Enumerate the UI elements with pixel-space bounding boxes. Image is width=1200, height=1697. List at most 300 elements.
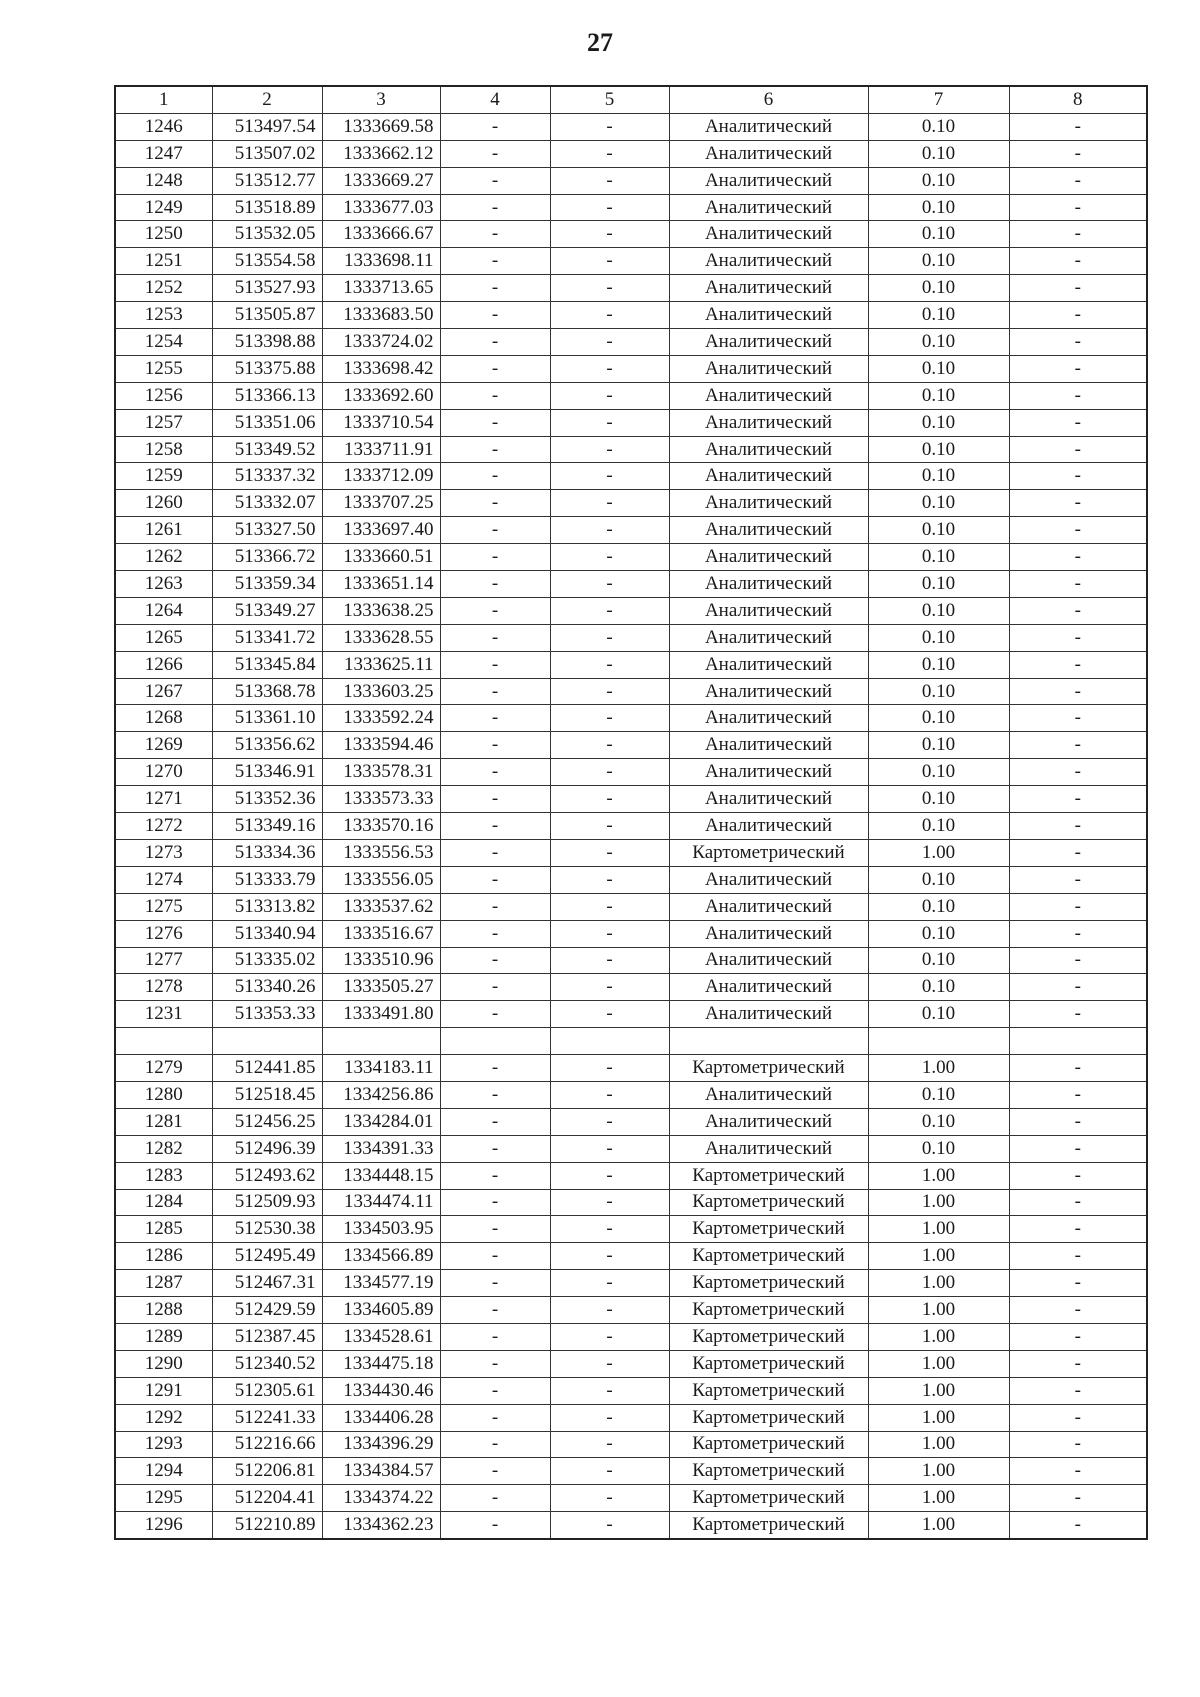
y-coordinate-cell: 1333660.51 [322, 544, 440, 571]
method-cell: Аналитический [669, 1108, 868, 1135]
col8-cell: - [1009, 544, 1147, 571]
col8-cell: - [1009, 1001, 1147, 1028]
accuracy-cell: 0.10 [868, 113, 1009, 140]
x-coordinate-cell: 513332.07 [212, 490, 322, 517]
accuracy-cell: 0.10 [868, 248, 1009, 275]
accuracy-cell: 0.10 [868, 759, 1009, 786]
method-cell: Картометрический [669, 1404, 868, 1431]
method-cell: Аналитический [669, 1001, 868, 1028]
col5-cell: - [550, 436, 669, 463]
y-coordinate-cell: 1333570.16 [322, 813, 440, 840]
point-number-cell: 1251 [115, 248, 212, 275]
x-coordinate-cell: 512429.59 [212, 1297, 322, 1324]
col5-cell: - [550, 1108, 669, 1135]
table-row [115, 651, 1147, 678]
col8-cell: - [1009, 1081, 1147, 1108]
table-row [115, 1297, 1147, 1324]
point-number-cell: 1255 [115, 355, 212, 382]
x-coordinate-cell: 512340.52 [212, 1350, 322, 1377]
point-number-cell: 1293 [115, 1431, 212, 1458]
col5-cell: - [550, 571, 669, 598]
col4-cell: - [440, 194, 550, 221]
method-cell: Аналитический [669, 302, 868, 329]
point-number-cell: 1272 [115, 813, 212, 840]
col4-cell: - [440, 597, 550, 624]
col8-cell: - [1009, 382, 1147, 409]
x-coordinate-cell: 512496.39 [212, 1135, 322, 1162]
method-cell: Аналитический [669, 275, 868, 302]
accuracy-cell: 0.10 [868, 678, 1009, 705]
point-number-cell: 1275 [115, 893, 212, 920]
accuracy-cell: 0.10 [868, 1108, 1009, 1135]
point-number-cell: 1286 [115, 1243, 212, 1270]
point-number-cell: 1265 [115, 624, 212, 651]
point-number-cell: 1277 [115, 947, 212, 974]
y-coordinate-cell: 1334396.29 [322, 1431, 440, 1458]
x-coordinate-cell: 513341.72 [212, 624, 322, 651]
table-body [115, 113, 1147, 1539]
col8-cell: - [1009, 813, 1147, 840]
accuracy-cell: 1.00 [868, 1485, 1009, 1512]
table-row [115, 517, 1147, 544]
point-number-cell: 1279 [115, 1055, 212, 1082]
accuracy-cell: 0.10 [868, 382, 1009, 409]
y-coordinate-cell: 1333713.65 [322, 275, 440, 302]
x-coordinate-cell: 512441.85 [212, 1055, 322, 1082]
method-cell: Аналитический [669, 947, 868, 974]
col5-cell: - [550, 1055, 669, 1082]
x-coordinate-cell: 513497.54 [212, 113, 322, 140]
accuracy-cell: 0.10 [868, 597, 1009, 624]
point-number-cell: 1296 [115, 1512, 212, 1539]
table-row [115, 1001, 1147, 1028]
col8-cell: - [1009, 463, 1147, 490]
table-row [115, 1350, 1147, 1377]
y-coordinate-cell: 1333698.42 [322, 355, 440, 382]
method-cell: Картометрический [669, 1270, 868, 1297]
x-coordinate-cell: 513340.26 [212, 974, 322, 1001]
col4-cell: - [440, 1270, 550, 1297]
col8-cell: - [1009, 1270, 1147, 1297]
point-number-cell: 1284 [115, 1189, 212, 1216]
x-coordinate-cell: 513366.13 [212, 382, 322, 409]
col5-cell: - [550, 1485, 669, 1512]
coordinates-table [114, 85, 1148, 1540]
method-cell: Аналитический [669, 759, 868, 786]
col5-cell: - [550, 1189, 669, 1216]
method-cell: Картометрический [669, 1377, 868, 1404]
y-coordinate-cell: 1334577.19 [322, 1270, 440, 1297]
table-row [115, 1108, 1147, 1135]
y-coordinate-cell: 1333537.62 [322, 893, 440, 920]
col4-cell: - [440, 436, 550, 463]
point-number-cell: 1264 [115, 597, 212, 624]
point-number-cell: 1253 [115, 302, 212, 329]
col8-cell: - [1009, 275, 1147, 302]
col5-cell: - [550, 409, 669, 436]
accuracy-cell: 1.00 [868, 1270, 1009, 1297]
col8-cell: - [1009, 1512, 1147, 1539]
method-cell: Картометрический [669, 1458, 868, 1485]
table-row [115, 329, 1147, 356]
method-cell: Аналитический [669, 678, 868, 705]
col4-cell: - [440, 1431, 550, 1458]
accuracy-cell: 0.10 [868, 624, 1009, 651]
table-row [115, 893, 1147, 920]
y-coordinate-cell: 1333505.27 [322, 974, 440, 1001]
y-coordinate-cell: 1333712.09 [322, 463, 440, 490]
col8-cell: - [1009, 329, 1147, 356]
col8-cell: - [1009, 597, 1147, 624]
col8-cell: - [1009, 920, 1147, 947]
accuracy-cell: 1.00 [868, 1377, 1009, 1404]
y-coordinate-cell: 1334284.01 [322, 1108, 440, 1135]
accuracy-cell: 1.00 [868, 1189, 1009, 1216]
col5-cell: - [550, 893, 669, 920]
col4-cell: - [440, 248, 550, 275]
method-cell: Аналитический [669, 732, 868, 759]
method-cell: Аналитический [669, 571, 868, 598]
accuracy-cell: 1.00 [868, 1055, 1009, 1082]
table-row [115, 382, 1147, 409]
method-cell: Аналитический [669, 866, 868, 893]
point-number-cell: 1260 [115, 490, 212, 517]
point-number-cell: 1270 [115, 759, 212, 786]
method-cell: Аналитический [669, 624, 868, 651]
x-coordinate-cell: 512530.38 [212, 1216, 322, 1243]
col8-cell: - [1009, 705, 1147, 732]
col5-cell: - [550, 275, 669, 302]
column-header: 8 [1009, 86, 1147, 113]
column-header: 1 [115, 86, 212, 113]
col4-cell: - [440, 759, 550, 786]
method-cell: Картометрический [669, 1243, 868, 1270]
method-cell: Аналитический [669, 113, 868, 140]
x-coordinate-cell: 513335.02 [212, 947, 322, 974]
col8-cell: - [1009, 1485, 1147, 1512]
col4-cell: - [440, 1055, 550, 1082]
col8-cell: - [1009, 624, 1147, 651]
table-row [115, 113, 1147, 140]
col8-cell: - [1009, 1108, 1147, 1135]
table-row [115, 1162, 1147, 1189]
x-coordinate-cell: 512387.45 [212, 1323, 322, 1350]
table-row [115, 1081, 1147, 1108]
col8-cell: - [1009, 1135, 1147, 1162]
y-coordinate-cell: 1334503.95 [322, 1216, 440, 1243]
x-coordinate-cell: 513334.36 [212, 839, 322, 866]
col5-cell: - [550, 490, 669, 517]
table-row [115, 1377, 1147, 1404]
y-coordinate-cell: 1334183.11 [322, 1055, 440, 1082]
x-coordinate-cell: 512305.61 [212, 1377, 322, 1404]
x-coordinate-cell: 513346.91 [212, 759, 322, 786]
table-row [115, 732, 1147, 759]
col5-cell: - [550, 113, 669, 140]
table-row [115, 436, 1147, 463]
x-coordinate-cell: 512216.66 [212, 1431, 322, 1458]
accuracy-cell: 0.10 [868, 1081, 1009, 1108]
table-row [115, 302, 1147, 329]
y-coordinate-cell [322, 1028, 440, 1055]
table-row [115, 759, 1147, 786]
method-cell: Аналитический [669, 1081, 868, 1108]
col5-cell: - [550, 355, 669, 382]
col8-cell: - [1009, 194, 1147, 221]
col4-cell: - [440, 1001, 550, 1028]
method-cell: Аналитический [669, 597, 868, 624]
point-number-cell: 1282 [115, 1135, 212, 1162]
table-row [115, 597, 1147, 624]
column-header: 6 [669, 86, 868, 113]
y-coordinate-cell: 1333666.67 [322, 221, 440, 248]
accuracy-cell: 1.00 [868, 1216, 1009, 1243]
y-coordinate-cell: 1334430.46 [322, 1377, 440, 1404]
col5-cell: - [550, 1243, 669, 1270]
col5-cell: - [550, 248, 669, 275]
col8-cell: - [1009, 651, 1147, 678]
point-number-cell: 1292 [115, 1404, 212, 1431]
table-row [115, 839, 1147, 866]
x-coordinate-cell: 513507.02 [212, 140, 322, 167]
accuracy-cell: 1.00 [868, 1162, 1009, 1189]
y-coordinate-cell: 1334406.28 [322, 1404, 440, 1431]
col5-cell: - [550, 1297, 669, 1324]
y-coordinate-cell: 1334391.33 [322, 1135, 440, 1162]
col8-cell: - [1009, 893, 1147, 920]
point-number-cell: 1262 [115, 544, 212, 571]
col4-cell: - [440, 1512, 550, 1539]
point-number-cell: 1294 [115, 1458, 212, 1485]
col8-cell: - [1009, 732, 1147, 759]
col4-cell: - [440, 1135, 550, 1162]
accuracy-cell: 1.00 [868, 1431, 1009, 1458]
table-row [115, 866, 1147, 893]
x-coordinate-cell: 513345.84 [212, 651, 322, 678]
x-coordinate-cell: 513349.16 [212, 813, 322, 840]
y-coordinate-cell: 1333594.46 [322, 732, 440, 759]
col4-cell: - [440, 624, 550, 651]
table-row [115, 140, 1147, 167]
y-coordinate-cell: 1333625.11 [322, 651, 440, 678]
col4-cell: - [440, 1108, 550, 1135]
table-row [115, 167, 1147, 194]
y-coordinate-cell: 1334384.57 [322, 1458, 440, 1485]
accuracy-cell: 0.10 [868, 436, 1009, 463]
column-header: 7 [868, 86, 1009, 113]
col5-cell [550, 1028, 669, 1055]
accuracy-cell: 0.10 [868, 302, 1009, 329]
method-cell: Картометрический [669, 1323, 868, 1350]
col5-cell: - [550, 597, 669, 624]
col4-cell: - [440, 1162, 550, 1189]
col4-cell [440, 1028, 550, 1055]
col4-cell: - [440, 813, 550, 840]
y-coordinate-cell: 1333711.91 [322, 436, 440, 463]
col4-cell: - [440, 974, 550, 1001]
accuracy-cell: 1.00 [868, 839, 1009, 866]
point-number-cell: 1288 [115, 1297, 212, 1324]
x-coordinate-cell: 513349.27 [212, 597, 322, 624]
y-coordinate-cell: 1333491.80 [322, 1001, 440, 1028]
col4-cell: - [440, 1350, 550, 1377]
y-coordinate-cell: 1333698.11 [322, 248, 440, 275]
y-coordinate-cell: 1333724.02 [322, 329, 440, 356]
accuracy-cell: 0.10 [868, 194, 1009, 221]
col8-cell: - [1009, 678, 1147, 705]
col5-cell: - [550, 517, 669, 544]
method-cell: Картометрический [669, 1055, 868, 1082]
y-coordinate-cell: 1333707.25 [322, 490, 440, 517]
point-number-cell: 1269 [115, 732, 212, 759]
method-cell: Аналитический [669, 248, 868, 275]
col5-cell: - [550, 732, 669, 759]
col8-cell: - [1009, 947, 1147, 974]
y-coordinate-cell: 1334605.89 [322, 1297, 440, 1324]
method-cell: Аналитический [669, 221, 868, 248]
x-coordinate-cell: 512210.89 [212, 1512, 322, 1539]
col8-cell: - [1009, 866, 1147, 893]
col5-cell: - [550, 382, 669, 409]
x-coordinate-cell: 513398.88 [212, 329, 322, 356]
accuracy-cell: 1.00 [868, 1323, 1009, 1350]
accuracy-cell: 1.00 [868, 1512, 1009, 1539]
accuracy-cell: 0.10 [868, 517, 1009, 544]
col8-cell: - [1009, 1243, 1147, 1270]
col5-cell: - [550, 1458, 669, 1485]
col5-cell: - [550, 167, 669, 194]
col4-cell: - [440, 893, 550, 920]
x-coordinate-cell: 513375.88 [212, 355, 322, 382]
y-coordinate-cell: 1333669.27 [322, 167, 440, 194]
x-coordinate-cell: 512467.31 [212, 1270, 322, 1297]
method-cell: Картометрический [669, 1216, 868, 1243]
accuracy-cell: 0.10 [868, 221, 1009, 248]
x-coordinate-cell: 513352.36 [212, 786, 322, 813]
method-cell: Аналитический [669, 813, 868, 840]
table-row [115, 1323, 1147, 1350]
col4-cell: - [440, 1216, 550, 1243]
col4-cell: - [440, 1377, 550, 1404]
col5-cell: - [550, 1350, 669, 1377]
col5-cell: - [550, 1001, 669, 1028]
col4-cell: - [440, 463, 550, 490]
col5-cell: - [550, 1216, 669, 1243]
table-row [115, 974, 1147, 1001]
x-coordinate-cell: 512241.33 [212, 1404, 322, 1431]
y-coordinate-cell: 1334362.23 [322, 1512, 440, 1539]
accuracy-cell: 1.00 [868, 1404, 1009, 1431]
point-number-cell: 1291 [115, 1377, 212, 1404]
accuracy-cell: 0.10 [868, 409, 1009, 436]
x-coordinate-cell: 513554.58 [212, 248, 322, 275]
y-coordinate-cell: 1334448.15 [322, 1162, 440, 1189]
col4-cell: - [440, 732, 550, 759]
table-header-row [115, 86, 1147, 113]
col8-cell: - [1009, 1458, 1147, 1485]
y-coordinate-cell: 1333710.54 [322, 409, 440, 436]
point-number-cell: 1247 [115, 140, 212, 167]
col8-cell: - [1009, 248, 1147, 275]
col4-cell: - [440, 544, 550, 571]
point-number-cell: 1263 [115, 571, 212, 598]
col4-cell: - [440, 1189, 550, 1216]
col4-cell: - [440, 1243, 550, 1270]
y-coordinate-cell: 1333573.33 [322, 786, 440, 813]
col5-cell: - [550, 1431, 669, 1458]
accuracy-cell: 0.10 [868, 167, 1009, 194]
col4-cell: - [440, 221, 550, 248]
accuracy-cell: 0.10 [868, 355, 1009, 382]
accuracy-cell: 0.10 [868, 463, 1009, 490]
table-row [115, 490, 1147, 517]
col8-cell: - [1009, 1431, 1147, 1458]
y-coordinate-cell: 1333628.55 [322, 624, 440, 651]
accuracy-cell: 0.10 [868, 544, 1009, 571]
col8-cell: - [1009, 140, 1147, 167]
accuracy-cell: 0.10 [868, 329, 1009, 356]
x-coordinate-cell: 513532.05 [212, 221, 322, 248]
point-number-cell: 1281 [115, 1108, 212, 1135]
accuracy-cell: 0.10 [868, 813, 1009, 840]
point-number-cell: 1266 [115, 651, 212, 678]
col8-cell: - [1009, 1377, 1147, 1404]
col5-cell: - [550, 1377, 669, 1404]
method-cell: Аналитический [669, 140, 868, 167]
col8-cell: - [1009, 1323, 1147, 1350]
accuracy-cell: 0.10 [868, 651, 1009, 678]
y-coordinate-cell: 1333516.67 [322, 920, 440, 947]
col8-cell: - [1009, 1350, 1147, 1377]
col8-cell: - [1009, 759, 1147, 786]
y-coordinate-cell: 1334528.61 [322, 1323, 440, 1350]
y-coordinate-cell: 1333677.03 [322, 194, 440, 221]
point-number-cell: 1249 [115, 194, 212, 221]
col4-cell: - [440, 355, 550, 382]
col8-cell [1009, 1028, 1147, 1055]
y-coordinate-cell: 1333578.31 [322, 759, 440, 786]
accuracy-cell: 0.10 [868, 1001, 1009, 1028]
accuracy-cell: 0.10 [868, 140, 1009, 167]
method-cell: Аналитический [669, 1135, 868, 1162]
point-number-cell: 1276 [115, 920, 212, 947]
table-row [115, 920, 1147, 947]
x-coordinate-cell: 513353.33 [212, 1001, 322, 1028]
col4-cell: - [440, 490, 550, 517]
col5-cell: - [550, 974, 669, 1001]
col5-cell: - [550, 1135, 669, 1162]
col5-cell: - [550, 705, 669, 732]
table-row [115, 786, 1147, 813]
column-header: 3 [322, 86, 440, 113]
col8-cell: - [1009, 974, 1147, 1001]
y-coordinate-cell: 1333669.58 [322, 113, 440, 140]
col8-cell: - [1009, 1055, 1147, 1082]
method-cell: Картометрический [669, 1512, 868, 1539]
col5-cell: - [550, 544, 669, 571]
table-row [115, 1458, 1147, 1485]
col8-cell: - [1009, 355, 1147, 382]
accuracy-cell: 1.00 [868, 1350, 1009, 1377]
point-number-cell: 1268 [115, 705, 212, 732]
col4-cell: - [440, 140, 550, 167]
col5-cell: - [550, 839, 669, 866]
x-coordinate-cell: 513340.94 [212, 920, 322, 947]
accuracy-cell: 0.10 [868, 947, 1009, 974]
point-number-cell: 1256 [115, 382, 212, 409]
col4-cell: - [440, 839, 550, 866]
point-number-cell: 1290 [115, 1350, 212, 1377]
